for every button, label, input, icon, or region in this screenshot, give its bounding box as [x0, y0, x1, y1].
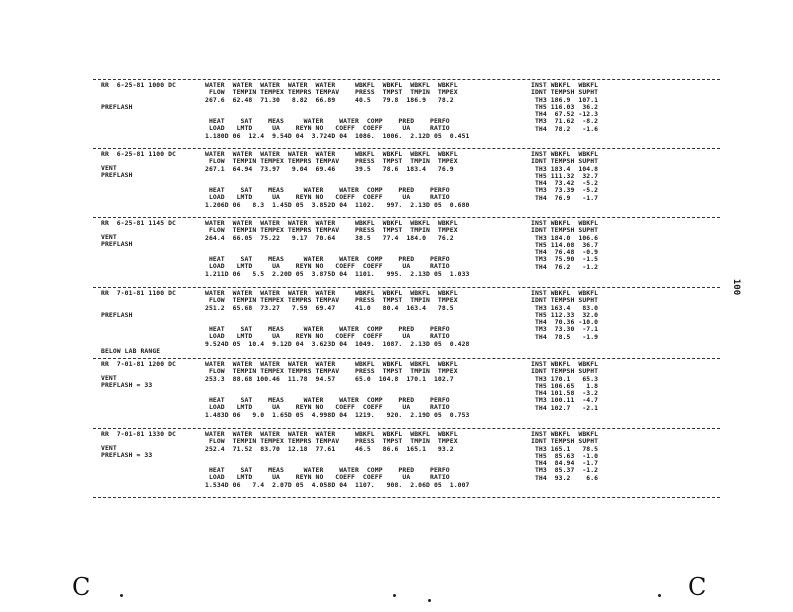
run-header: RR 6-25-81 1000 DC [101, 81, 177, 89]
heat-block: HEAT SAT MEAS WATER WATER COMP PRED PERFO LOAD LMTD UA REYN NO COEFF COEFF UA RATIO 1.483D 06 9.0 1.65D 05 4.998D 04 1219. 920. 2.19D 05 0.753 [205, 396, 470, 419]
separator-line [93, 497, 720, 498]
run-header: RR 6-25-81 1100 DC [101, 150, 177, 158]
binding-mark-left: C [72, 573, 91, 601]
run-record [93, 361, 723, 429]
separator-line [93, 148, 720, 149]
run-record [93, 431, 723, 499]
run-notes: VENT PREFLASH [101, 164, 133, 180]
run-notes: VENT PREFLASH [101, 233, 133, 249]
inst-block: INST WBKFL WBKFL IDNT TEMPSH SUPHT TH3 186.9 107.1 TH5 116.03 36.2 TH4 67.52 -12.3 TM3 71.62 -8.2 TH4 78.2 -1.6 [531, 81, 599, 133]
run-record [93, 290, 723, 358]
water-block: WATER WATER WATER WATER WATER WBKFL WBKFL WBKFL WBKFL FLOW TEMPIN TEMPEX TEMPRS TEMPAV PRESS TMPST TMPIN TMPEX 264.4 66.05 75.22 9.17 70.64 38.5 77.4 184.0 76.2 [205, 219, 458, 242]
run-notes: VENT PREFLASH = 33 [101, 444, 153, 460]
run-notes: VENT PREFLASH = 33 [101, 374, 153, 390]
water-block: WATER WATER WATER WATER WATER WBKFL WBKFL WBKFL WBKFL FLOW TEMPIN TEMPEX TEMPRS TEMPAV PRESS TMPST TMPIN TMPEX 251.2 65.68 73.27 7.59 69.47 41.0 80.4 163.4 78.5 [205, 289, 458, 312]
heat-block: HEAT SAT MEAS WATER WATER COMP PRED PERFO LOAD LMTD UA REYN NO COEFF COEFF UA RATIO 1.206D 06 8.3 1.45D 05 3.852D 04 1102. 997. 2.13D 05 0.680 [205, 186, 470, 209]
heat-block: HEAT SAT MEAS WATER WATER COMP PRED PERFO LOAD LMTD UA REYN NO COEFF COEFF UA RATIO 1.534D 06 7.4 2.07D 05 4.058D 04 1107. 908. 2.06D 05 1.007 [205, 466, 470, 489]
separator-line [93, 428, 720, 429]
run-notes: PREFLASH BELOW LAB RANGE [101, 310, 161, 356]
run-header: RR 7-01-81 1330 DC [101, 430, 177, 438]
run-record [93, 220, 723, 288]
separator-line [93, 217, 720, 218]
water-block: WATER WATER WATER WATER WATER WBKFL WBKFL WBKFL WBKFL FLOW TEMPIN TEMPEX TEMPRS TEMPAV PRESS TMPST TMPIN TMPEX 267.6 62.48 71.30 8.82 66.89 40.5 79.8 186.9 78.2 [205, 81, 458, 104]
separator-line [93, 79, 720, 80]
binding-mark-right: C [688, 573, 707, 601]
run-header: RR 7-01-81 1100 DC [101, 289, 177, 297]
separator-line [93, 358, 720, 359]
run-notes: PREFLASH [101, 102, 133, 111]
inst-block: INST WBKFL WBKFL IDNT TEMPSH SUPHT TH3 184.0 106.6 TH5 114.08 36.7 TH4 76.48 -0.9 TM3 75.90 -1.5 TH4 76.2 -1.2 [531, 219, 599, 271]
water-block: WATER WATER WATER WATER WATER WBKFL WBKFL WBKFL WBKFL FLOW TEMPIN TEMPEX TEMPRS TEMPAV PRESS TMPST TMPIN TMPEX 267.1 64.94 73.97 9.04 69.46 39.5 78.6 183.4 76.9 [205, 150, 458, 173]
inst-block: INST WBKFL WBKFL IDNT TEMPSH SUPHT TH3 165.1 78.5 TH5 85.63 -1.0 TH4 84.94 -1.7 TM3 85.37 -1.2 TH4 93.2 6.6 [531, 430, 599, 482]
run-header: RR 6-25-81 1145 DC [101, 219, 177, 227]
speck-mark [393, 594, 396, 597]
speck-mark [658, 594, 661, 597]
speck-mark [428, 599, 431, 602]
water-block: WATER WATER WATER WATER WATER WBKFL WBKFL WBKFL WBKFL FLOW TEMPIN TEMPEX TEMPRS TEMPAV PRESS TMPST TMPIN TMPEX 253.3 88.68 100.46 11.78 94.57 65.0 104.8 170.1 102.7 [205, 360, 458, 383]
inst-block: INST WBKFL WBKFL IDNT TEMPSH SUPHT TH3 170.1 65.3 TH5 106.65 1.8 TH4 101.58 -3.2 TM3 100.11 -4.7 TH4 102.7 -2.1 [531, 360, 599, 412]
separator-line [93, 287, 720, 288]
run-record [93, 151, 723, 219]
heat-block: HEAT SAT MEAS WATER WATER COMP PRED PERFO LOAD LMTD UA REYN NO COEFF COEFF UA RATIO 1.180D 06 12.4 9.54D 04 3.724D 04 1086. 1006. 2.12D 05 0.451 [205, 117, 470, 140]
inst-block: INST WBKFL WBKFL IDNT TEMPSH SUPHT TH3 163.4 83.0 TH5 112.33 32.0 TH4 70.36 -10.0 TM3 73.30 -7.1 TH4 78.5 -1.9 [531, 289, 599, 341]
water-block: WATER WATER WATER WATER WATER WBKFL WBKFL WBKFL WBKFL FLOW TEMPIN TEMPEX TEMPRS TEMPAV PRESS TMPST TMPIN TMPEX 252.4 71.52 83.70 12.18 77.61 46.5 86.6 165.1 93.2 [205, 430, 458, 453]
run-header: RR 7-01-81 1200 DC [101, 360, 177, 368]
page-number: 100 [731, 278, 742, 296]
heat-block: HEAT SAT MEAS WATER WATER COMP PRED PERFO LOAD LMTD UA REYN NO COEFF COEFF UA RATIO 1.211D 06 5.5 2.20D 05 3.875D 04 1101. 995. 2.13D 05 1.033 [205, 255, 470, 278]
inst-block: INST WBKFL WBKFL IDNT TEMPSH SUPHT TH3 183.4 104.8 TH5 111.32 32.7 TH4 73.42 -5.2 TM3 73.39 -5.2 TH4 76.9 -1.7 [531, 150, 599, 202]
speck-mark [120, 594, 123, 597]
run-record [93, 82, 723, 150]
heat-block: HEAT SAT MEAS WATER WATER COMP PRED PERFO LOAD LMTD UA REYN NO COEFF COEFF UA RATIO 9.524D 05 10.4 9.12D 04 3.623D 04 1049. 1087. 2.13D 05 0.428 [205, 325, 470, 348]
